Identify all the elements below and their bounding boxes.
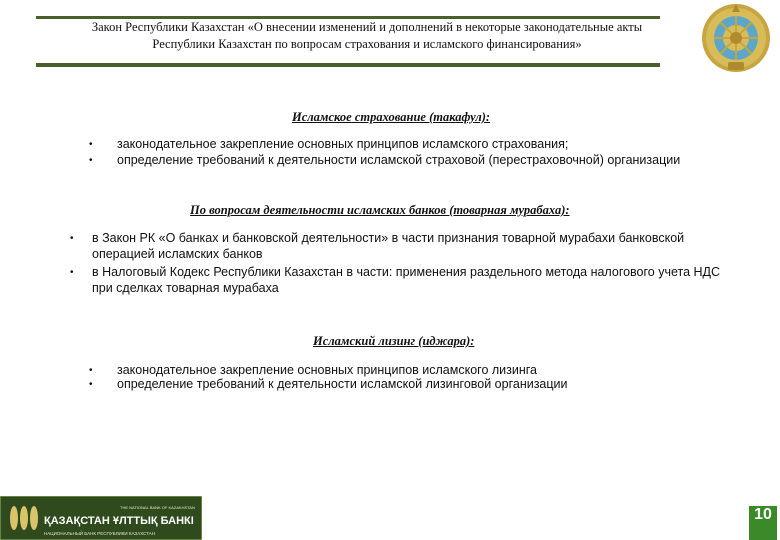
heading-islamic-leasing: Исламский лизинг (иджара): xyxy=(313,334,475,348)
page-number: 10 xyxy=(749,506,777,540)
state-emblem-icon xyxy=(700,2,772,74)
heading-islamic-banks: По вопросам деятельности исламских банков (товарная мурабаха): xyxy=(190,203,570,217)
list-item: определение требований к деятельности исламской страховой (перестраховочной) организации xyxy=(117,153,681,167)
heading-islamic-insurance: Исламское страхование (такафул): xyxy=(292,110,491,124)
bullet-dot: • xyxy=(89,365,93,376)
bank-name-kz: ҚАЗАҚСТАН ҰЛТТЫҚ БАНКІ xyxy=(44,515,194,527)
bullet-dot: • xyxy=(89,139,93,150)
bullet-dot: • xyxy=(70,233,74,244)
bullet-dot: • xyxy=(89,379,93,390)
national-bank-logo-icon xyxy=(0,496,202,540)
list-item: определение требований к деятельности исламской лизинговой организации xyxy=(117,377,568,391)
list-item: в Налоговый Кодекс Республики Казахстан в части: применения раздельного метода налогового учета НДС при сделках товарная мурабаха xyxy=(92,265,721,295)
bank-name-en: THE NATIONAL BANK OF KAZAKHSTAN xyxy=(120,505,195,510)
bank-name-ru: НАЦИОНАЛЬНЫЙ БАНК РЕСПУБЛИКИ КАЗАХСТАН xyxy=(44,531,155,536)
list-item: законодательное закрепление основных принципов исламского страхования; xyxy=(117,137,569,151)
bullet-dot: • xyxy=(70,267,74,278)
bullet-dot: • xyxy=(89,155,93,166)
list-item: законодательное закрепление основных принципов исламского лизинга xyxy=(117,363,537,377)
slide-title: Закон Республики Казахстан «О внесении изменений и дополнений в некоторые законодательные акты Республики Казахстан по вопросам страхования и исламского финансирования» xyxy=(91,20,643,51)
title-rule-bottom xyxy=(36,63,660,67)
list-item: в Закон РК «О банках и банковской деятельности» в части признания товарной мурабахи банковской операцией исламских банков xyxy=(92,231,685,261)
